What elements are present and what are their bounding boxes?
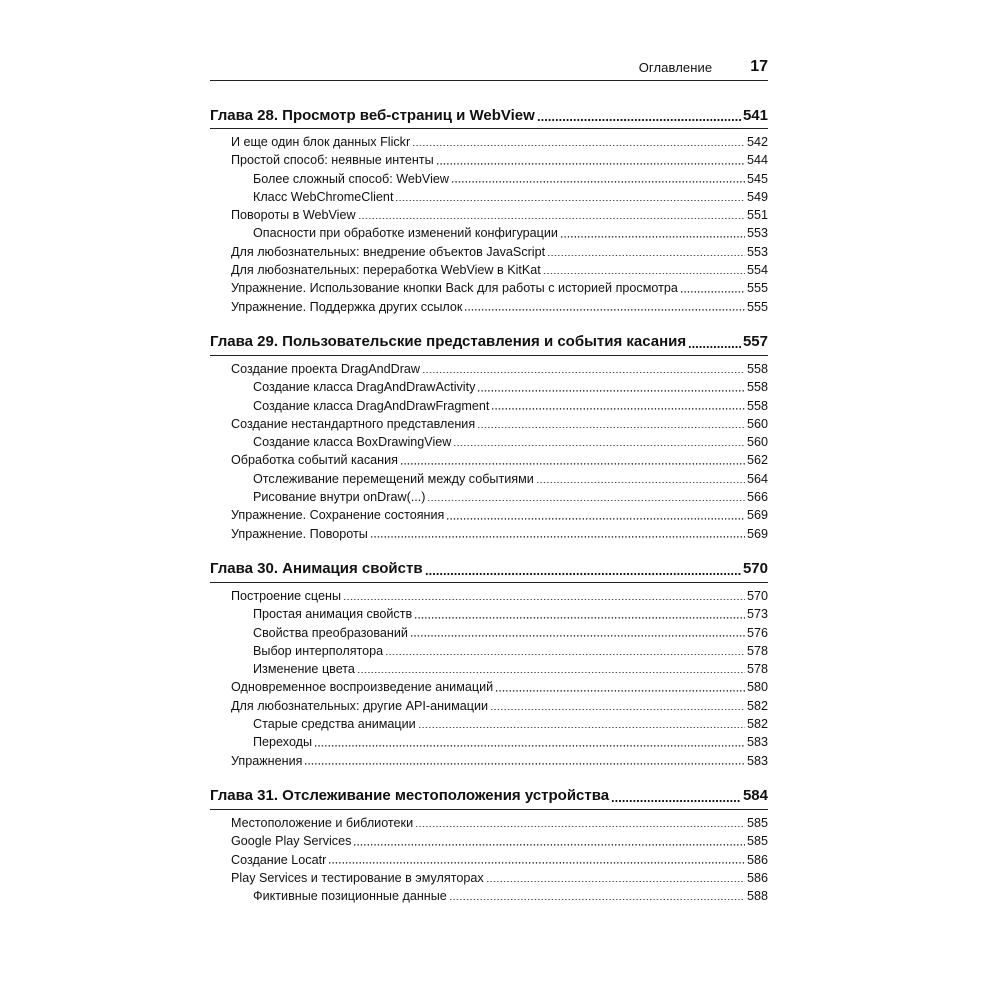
toc-entry[interactable]	[231, 832, 768, 850]
chapter-section	[210, 556, 768, 770]
dot-leader	[412, 145, 745, 147]
dot-leader	[490, 709, 745, 711]
dot-leader	[486, 881, 745, 883]
dot-leader	[427, 500, 745, 502]
entry-title: Класс WebChromeClient	[253, 189, 394, 204]
entry-title: Свойства преобразований	[253, 625, 408, 640]
dot-leader	[449, 899, 745, 901]
entry-page-number: 583	[746, 735, 768, 750]
entry-page-number: 558	[746, 361, 768, 376]
dot-leader	[495, 690, 745, 692]
dot-leader	[353, 844, 745, 846]
chapter-section	[210, 783, 768, 905]
toc-subentry[interactable]	[231, 433, 768, 451]
entry-title: Для любознательных: внедрение объектов JavaScript	[231, 244, 546, 259]
chapter-heading[interactable]	[210, 783, 768, 810]
entry-title: Переходы	[253, 735, 313, 750]
entry-title: Создание Locatr	[231, 852, 327, 867]
entry-title: Создание проекта DragAndDraw	[231, 361, 421, 376]
toc-entry[interactable]	[231, 697, 768, 715]
dot-leader	[536, 482, 745, 484]
entry-page-number: 558	[746, 398, 768, 413]
dot-leader	[453, 445, 745, 447]
toc-subentry[interactable]	[231, 733, 768, 751]
toc-subentry[interactable]	[231, 605, 768, 623]
entry-title: Простой способ: неявные интенты	[231, 153, 434, 168]
dot-leader	[385, 654, 745, 656]
entry-page-number: 555	[746, 299, 768, 314]
entry-page-number: 569	[746, 526, 768, 541]
entry-title: Google Play Services	[231, 834, 352, 849]
entry-title: Обработка событий касания	[231, 453, 398, 468]
chapter-title: Глава 29. Пользовательские представления и события касания	[210, 333, 687, 351]
entry-page-number: 545	[746, 171, 768, 186]
entry-title: Построение сцены	[231, 588, 342, 603]
toc-entry[interactable]	[231, 506, 768, 524]
toc-subentry[interactable]	[231, 488, 768, 506]
table-of-contents	[210, 102, 768, 918]
dot-leader	[410, 635, 745, 637]
chapter-heading[interactable]	[210, 329, 768, 356]
toc-entry[interactable]	[231, 451, 768, 469]
entry-page-number: 569	[746, 508, 768, 523]
toc-entry[interactable]	[231, 298, 768, 316]
entry-page-number: 583	[746, 753, 768, 768]
dot-leader	[477, 427, 745, 429]
entry-page-number: 586	[746, 852, 768, 867]
toc-entry[interactable]	[231, 678, 768, 696]
chapter-heading[interactable]	[210, 102, 768, 129]
toc-entry[interactable]	[231, 525, 768, 543]
chapter-page-number: 570	[742, 560, 768, 578]
toc-entry[interactable]	[231, 133, 768, 151]
dot-leader	[680, 291, 745, 293]
entry-title: Местоположение и библиотеки	[231, 815, 414, 830]
entry-page-number: 570	[746, 588, 768, 603]
entry-title: И еще один блок данных Flickr	[231, 135, 411, 149]
entry-page-number: 564	[746, 471, 768, 486]
entry-title: Для любознательных: переработка WebView в KitKat	[231, 263, 541, 278]
dot-leader	[415, 826, 745, 828]
dot-leader	[543, 273, 745, 275]
chapter-heading[interactable]	[210, 556, 768, 583]
entry-title: Play Services и тестирование в эмуляторах	[231, 870, 484, 885]
toc-subentry[interactable]	[231, 624, 768, 642]
entry-page-number: 586	[746, 870, 768, 885]
toc-subentry[interactable]	[231, 397, 768, 415]
dot-leader	[414, 617, 745, 619]
dot-leader	[304, 763, 745, 765]
dot-leader	[464, 309, 745, 311]
toc-entry[interactable]	[231, 279, 768, 297]
entry-page-number: 585	[746, 834, 768, 849]
toc-entry[interactable]	[231, 243, 768, 261]
entry-page-number: 558	[746, 380, 768, 395]
dot-leader	[446, 518, 745, 520]
entry-page-number: 576	[746, 625, 768, 640]
dot-leader	[358, 218, 745, 220]
toc-entry[interactable]	[231, 587, 768, 605]
entry-title: Упражнение. Повороты	[231, 526, 368, 541]
toc-entry[interactable]	[231, 206, 768, 224]
dot-leader	[357, 672, 745, 674]
entry-title: Создание класса DragAndDrawFragment	[253, 398, 490, 413]
entry-page-number: 549	[746, 189, 768, 204]
chapter-title: Глава 31. Отслеживание местоположения устройства	[210, 787, 610, 805]
chapter-section	[210, 329, 768, 543]
entry-title: Опасности при обработке изменений конфигурации	[253, 226, 558, 241]
toc-subentry[interactable]	[231, 470, 768, 488]
toc-subentry[interactable]	[231, 660, 768, 678]
chapter-page-number: 541	[742, 106, 768, 124]
entry-title: Фиктивные позиционные данные	[253, 889, 447, 904]
toc-entry-list	[231, 133, 768, 316]
entry-title: Одновременное воспроизведение анимаций	[231, 680, 494, 695]
dot-leader	[400, 463, 745, 465]
toc-entry-list	[231, 814, 768, 905]
entry-page-number: 582	[746, 717, 768, 732]
dot-leader	[537, 119, 741, 121]
entry-page-number: 585	[746, 815, 768, 830]
toc-subentry[interactable]	[231, 170, 768, 188]
entry-title: Создание нестандартного представления	[231, 416, 476, 431]
entry-title: Отслеживание перемещений между событиями	[253, 471, 534, 486]
dot-leader	[491, 408, 745, 410]
dot-leader	[451, 181, 745, 183]
entry-title: Рисование внутри onDraw(...)	[253, 490, 426, 505]
chapter-title: Глава 30. Анимация свойств	[210, 560, 423, 578]
entry-page-number: 560	[746, 435, 768, 450]
dot-leader	[418, 727, 745, 729]
toc-subentry[interactable]	[231, 642, 768, 660]
entry-title: Старые средства анимации	[253, 717, 416, 732]
chapter-page-number: 557	[742, 333, 768, 351]
entry-title: Повороты в WebView	[231, 208, 356, 223]
entry-title: Простая анимация свойств	[253, 607, 413, 622]
toc-subentry[interactable]	[231, 887, 768, 905]
toc-entry-list	[231, 360, 768, 543]
dot-leader	[477, 390, 745, 392]
dot-leader	[688, 346, 741, 348]
toc-subentry[interactable]	[231, 715, 768, 733]
running-head	[210, 50, 768, 81]
entry-page-number: 560	[746, 416, 768, 431]
entry-title: Более сложный способ: WebView	[253, 171, 449, 186]
entry-page-number: 553	[746, 244, 768, 259]
entry-page-number: 551	[746, 208, 768, 223]
entry-page-number: 578	[746, 662, 768, 677]
toc-entry[interactable]	[231, 752, 768, 770]
entry-page-number: 582	[746, 698, 768, 713]
chapter-section	[210, 102, 768, 316]
entry-title: Выбор интерполятора	[253, 643, 384, 658]
toc-entry[interactable]	[231, 851, 768, 869]
entry-page-number: 544	[746, 153, 768, 168]
entry-title: Создание класса DragAndDrawActivity	[253, 380, 476, 395]
entry-title: Изменение цвета	[253, 662, 355, 677]
entry-page-number: 573	[746, 607, 768, 622]
running-title: Оглавление	[638, 60, 713, 75]
entry-page-number: 566	[746, 490, 768, 505]
chapter-page-number: 584	[742, 787, 768, 805]
dot-leader	[611, 800, 741, 802]
toc-entry-list	[231, 587, 768, 770]
entry-page-number: 580	[746, 680, 768, 695]
toc-subentry[interactable]	[231, 224, 768, 242]
entry-title: Создание класса BoxDrawingView	[253, 435, 452, 450]
dot-leader	[425, 573, 741, 575]
toc-subentry[interactable]	[231, 378, 768, 396]
chapter-title: Глава 28. Просмотр веб-страниц и WebView	[210, 106, 535, 124]
entry-page-number: 555	[746, 281, 768, 296]
dot-leader	[314, 745, 745, 747]
entry-title: Для любознательных: другие API-анимации	[231, 698, 489, 713]
entry-title: Упражнение. Поддержка других ссылок	[231, 299, 463, 314]
dot-leader	[343, 599, 745, 601]
toc-entry[interactable]	[231, 415, 768, 433]
toc-entry[interactable]	[231, 814, 768, 832]
dot-leader	[422, 372, 745, 374]
dot-leader	[560, 236, 745, 238]
entry-page-number: 578	[746, 643, 768, 658]
toc-subentry[interactable]	[231, 188, 768, 206]
entry-title: Упражнения	[231, 753, 303, 768]
toc-entry[interactable]	[231, 360, 768, 378]
page-number: 17	[750, 58, 768, 75]
toc-entry[interactable]	[231, 151, 768, 169]
entry-page-number: 562	[746, 453, 768, 468]
toc-entry[interactable]	[231, 261, 768, 279]
entry-page-number: 553	[746, 226, 768, 241]
dot-leader	[395, 200, 745, 202]
dot-leader	[370, 536, 745, 538]
entry-title: Упражнение. Использование кнопки Back для работы с историей просмотра	[231, 281, 678, 296]
entry-page-number: 542	[746, 135, 768, 149]
entry-page-number: 588	[746, 889, 768, 904]
dot-leader	[436, 163, 745, 165]
dot-leader	[547, 255, 745, 257]
entry-page-number: 554	[746, 263, 768, 278]
entry-title: Упражнение. Сохранение состояния	[231, 508, 445, 523]
dot-leader	[328, 862, 745, 864]
toc-entry[interactable]	[231, 869, 768, 887]
